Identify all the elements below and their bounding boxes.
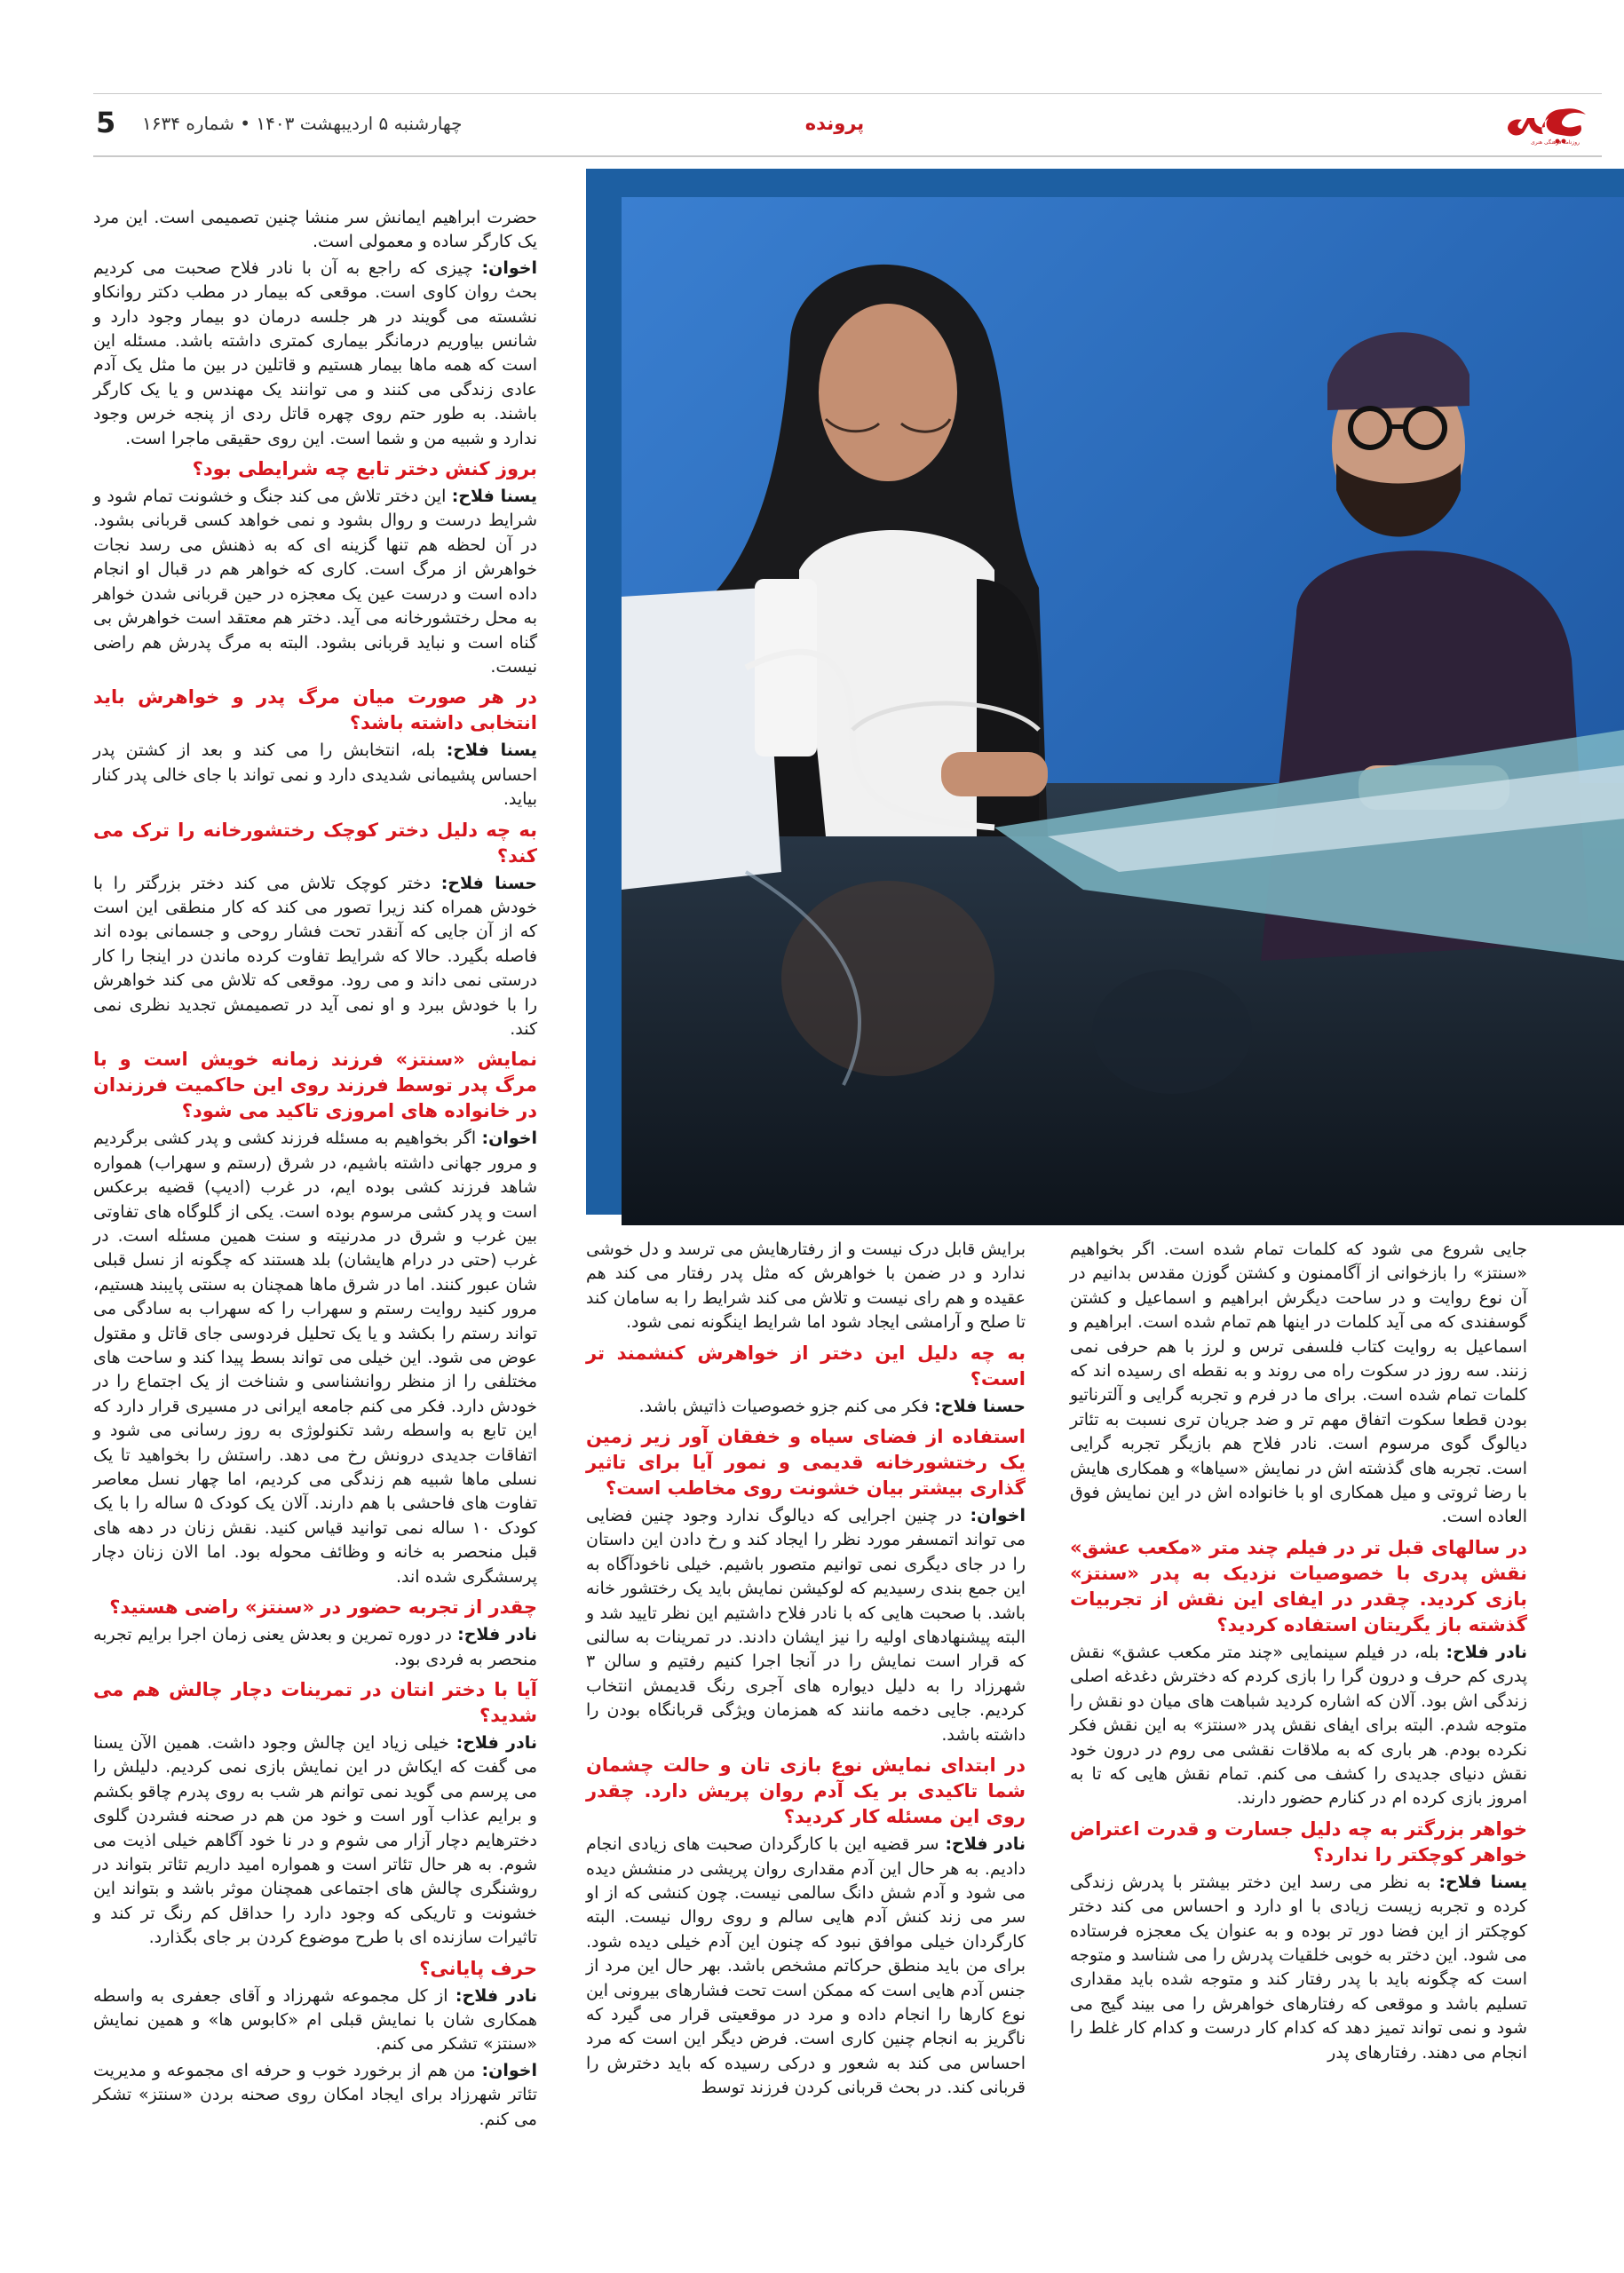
speaker-name: نادر فلاح: <box>455 1985 537 2006</box>
interview-question: نمایش «سنتز» فرزند زمانه خویش است و با مرگ پدر توسط فرزند روی این حاکمیت فرزندان در خانواده های امروزی تاکید می شود؟ <box>93 1049 537 1122</box>
speaker-name: اخوان: <box>481 2060 537 2080</box>
interview-paragraph <box>93 2059 537 2132</box>
photo-frame <box>586 169 1624 1215</box>
paragraph-text: سر قضیه این با کارگردان صحبت های زیادی انجام دادیم. به هر حال این آدم مقداری روان پریشی در منشش دیده می شود و آدم شش دانگ سالمی نیست. چون کنشی که از او سر می زند کنش آدم هایی سالم و روی روال نیست. البته کارگردان خیلی موافق نبود که چنون این آدم خیلی دیده شود. برای من باید منطق حرکاتم مشخص باشد. بهر حال این مرد از جنس آدم هایی است که ممکن است تحت فشارهای بیرونی این نوع کارها را انجام داده و مرد در موقعیتی قرار می گیرد که ناگریز به انجام چنین کاری است. فرض دیگر این است که مرد احساس می کند به شعور و درکی رسیده که باید دخترش را قربانی کند. در بحث قربانی کردن فرزند توسط <box>586 1834 1026 2098</box>
interview-paragraph <box>93 1127 537 1589</box>
speaker-name: اخوان: <box>970 1506 1026 1526</box>
interview-question: آیا با دختر انتان در تمرینات دچار چالش هم می شدید؟ <box>93 1678 537 1726</box>
paragraph-text: این دختر تلاش می کند جنگ و خشونت تمام شود و شرایط درست و روال بشود و نمی خواهد کسی قربانی بشود. در آن لحظه هم تنها گزینه ای که به ذهنش می رسد نجات خواهرش از مرگ است. کاری که خواهر هم در قبال او انجام داده است و درست عین یک معجزه در حین قربانی شدن خواهر به محل رختشورخانه می آید. دختر هم معتقد است خواهرش بی گناه است و نباید قربانی بشود. البته به مرگ پدرش هم راضی نیست. <box>93 487 537 677</box>
interview-question: چقدر از تجربه حضور در «سنتز» راضی هستید؟ <box>109 1596 537 1619</box>
interview-paragraph <box>586 1395 1026 1419</box>
interview-paragraph <box>93 485 537 679</box>
speaker-name: نادر فلاح: <box>1446 1642 1527 1662</box>
photo-illustration <box>622 197 1624 1225</box>
speaker-name: نادر فلاح: <box>945 1834 1026 1855</box>
interview-paragraph <box>93 872 537 1042</box>
interview-question: خواهر بزرگتر به چه دلیل جسارت و قدرت اعتراض خواهر کوچکتر را ندارد؟ <box>1070 1818 1527 1865</box>
interview-paragraph <box>93 1984 537 2057</box>
speaker-name: حسنا فلاح: <box>934 1396 1026 1416</box>
interview-paragraph <box>93 206 537 255</box>
paragraph-text: دختر کوچک تلاش می کند دختر بزرگتر را با خودش همراه کند زیرا تصور می کند که کار منطقی این است که از آن جایی که آنقدر تحت فشار روحی و جسمانی بوده اند فاصله بگیرد. حالا که شرایط تفاوت کرده ماندن در اینجا را کار درستی نمی داند و می رود. موقعی که تلاش می کند خواهرش را با خودش ببرد و او نمی آید در تصمیمش تجدید نظری نمی کند. <box>93 873 537 1039</box>
paragraph-text: فکر می کنم جزو خصوصیات ذاتیش باشد. <box>638 1396 935 1416</box>
interview-photo <box>622 197 1624 1225</box>
paragraph-text: برایش قابل درک نیست و از رفتارهایش می ترسد و دل خوشی ندارد و در ضمن با خواهرش که مثل پدر رفتار می کند هم عقیده و هم رای نیست و تلاش می کند شرایط را به سامان کند تا صلح و آرامشی ایجاد شود اما شرایط اینگونه نمی شود. <box>586 1239 1026 1333</box>
speaker-name: یسنا فلاح: <box>451 487 537 507</box>
speaker-name: اخوان: <box>481 257 537 278</box>
interview-paragraph <box>586 1833 1026 2100</box>
interview-question: بروز کنش دختر تابع چه شرایطی بود؟ <box>192 458 537 480</box>
interview-question: در ابتدای نمایش نوع بازی تان و حالت چشمان شما تاکیدی بر یک آدم روان پریش دارد. چقدر روی این مسئله کار کردید؟ <box>586 1754 1026 1828</box>
interview-question: به چه دلیل دختر کوچک رختشورخانه را ترک می کند؟ <box>93 819 537 867</box>
speaker-name: یسنا فلاح: <box>446 741 537 761</box>
page-number: 5 <box>96 106 116 139</box>
paragraph-text: در چنین اجرایی که دیالوگ ندارد وجود چنین فضایی می تواند اتمسفر مورد نظر را ایجاد کند و رخ دادن این داستان را در جای دیگری نمی توانیم متصور باشیم. خیلی ناخودآگاه به این جمع بندی رسیدیم که لوکیشن نمایش باید یک رختشور خانه باشد. با صحبت هایی که با نادر فلاح داشتیم این نظر تایید شد و البته پیشنهادهای اولیه را نیز ایشان دادند. در تمرینات به سالنی که قرار است نمایش را در آنجا اجرا کنیم رفتیم و سالن ۳ شهرزاد را به دلیل دیواره های آجری رنگ قدیمش انتخاب کردیم. جایی دخمه مانند که همزمان ویژگی قربانگاه بودن را داشته باشد. <box>586 1506 1026 1745</box>
article-column-3 <box>1070 1238 1527 2067</box>
speaker-name: نادر فلاح: <box>456 1732 537 1753</box>
paragraph-text: چیزی که راجع به آن با نادر فلاح صحبت می کردیم بحث روان کاوی است. موقعی که بیمار در مطب دکتر روانکاو نشسته می گویند در هر جلسه درمان دو بیمار وجود دارد و شانس بیاوریم درمانگر بیماری کمتری داشته باشد. مسئله این است که همه ماها بیمار هستیم و قاتلین در بین ما مثل یک آدم عادی زندگی می کنند و می توانند یک مهندس و یا یک کارگر باشند. به طور حتم روی چهره قاتل ردی از پنجه خرس وجود ندارد و شبیه من و شما است. این روی حقیقی ماجرا است. <box>93 257 537 448</box>
page-header <box>0 93 1624 164</box>
paragraph-text: من هم از برخورد خوب و حرفه ای مجموعه و مدیریت تئاتر شهرزاد برای ایجاد امکان روی صحنه بردن «سنتز» تشکر می کنم. <box>93 2060 537 2129</box>
interview-question: در سالهای قبل تر در فیلم چند متر «مکعب عشق» نقش پدری با خصوصیات نزدیک به پدر «سنتز» بازی کردید. چقدر در ایفای این نقش از تجربیات گذشته باز یگریتان استفاده کردید؟ <box>1070 1536 1527 1635</box>
paragraph-text: جایی شروع می شود که کلمات تمام شده است. اگر بخواهیم «سنتز» را بازخوانی از آگاممنون و کشتن گوزن مقدس بدانیم در آن نوع روایت و در ساحت دیگرش ابراهیم و اسماعیل و کشتن گوسفندی که می آید کلمات در اینها هم تمام شده است. ابراهیم و اسماعیل به روایت کتاب فلسفی ترس و لرز با هم حرفی نمی زنند. سه روز در سکوت راه می روند و به نقطه ای رسیده اند که کلمات تمام شده است. برای ما در فرم و تجربه گرایی و آلترناتیو بودن قطعا سکوت اتفاق مهم تر و ضد جریان تری نسبت به تئاتر دیالوگ گوی مرسوم است. نادر فلاح هم بازیگر تجربه گرایی است. تجربه های گذشته اش در نمایش «سیاها» و همکاری هایش با رضا ثروتی و میل همکاری او با خانواده اش در این نمایش فوق العاده است. <box>1070 1239 1527 1527</box>
interview-paragraph <box>93 257 537 451</box>
paragraph-text: به نظر می رسد این دختر بیشتر با پدرش زندگی کرده و تجربه زیست زیادی با او دارد و احساس می کند دختر کوچکتر از این فضا دور تر بوده و به عنوان یک معجزه فرستاده می شود. این دختر به خوبی خلقیات پدرش را می شناسد و متوجه است که چگونه باید با پدر رفتار کند و متوجه شده باید مقداری تسلیم باشد و موقعی که رفتارهای خواهرش را می بیند گیج می شود و نمی تواند تمیز دهد که کدام کار درست و کدام کار غلط را انجام می دهند. رفتارهای پدر <box>1070 1872 1527 2063</box>
interview-question: در هر صورت میان مرگ پدر و خواهرش باید انتخابی داشته باشد؟ <box>93 686 537 734</box>
speaker-name: حسنا فلاح: <box>440 873 537 893</box>
paragraph-text: بله، انتخابش را می کند و بعد از کشتن پدر احساس پشیمانی شدیدی دارد و نمی تواند با جای خالی پدر کنار بیاید. <box>93 741 537 810</box>
interview-paragraph <box>93 1731 537 1951</box>
section-title: پرونده <box>804 113 865 134</box>
interview-paragraph <box>586 1238 1026 1335</box>
header-bottom-rule <box>93 155 1602 157</box>
interview-paragraph <box>1070 1641 1527 1811</box>
speaker-name: اخوان: <box>481 1129 537 1149</box>
interview-paragraph <box>93 739 537 812</box>
interview-paragraph <box>1070 1238 1527 1530</box>
interview-question: حرف پایانی؟ <box>419 1957 537 1979</box>
interview-question: استفاده از فضای سیاه و خفقان آور زیر زمین یک رختشورخانه قدیمی و نمور آیا برای تاثیر گذاری بیشتر بیان خشونت روی مخاطب است؟ <box>586 1426 1026 1500</box>
paragraph-text: حضرت ابراهیم ایمانش سر منشا چنین تصمیمی است. این مرد یک کارگر ساده و معمولی است. <box>93 208 537 252</box>
interview-question: به چه دلیل این دختر از خواهرش کنشمند تر است؟ <box>586 1342 1026 1390</box>
header-top-rule <box>93 93 1602 94</box>
speaker-name: نادر فلاح: <box>457 1625 538 1645</box>
paragraph-text: از کل مجموعه شهرزاد و آقای جعفری به واسطه همکاری شان با نمایش قبلی ام «کابوس ها» و همین نمایش «سنتز» تشکر می کنم. <box>93 1985 537 2055</box>
paragraph-text: بله، در فیلم سینمایی «چند متر مکعب عشق» نقش پدری کم حرف و درون گرا را بازی کردم که دخترش دغدغه اصلی زندگی اش بود. آلان که اشاره کردید شباهت های میان دو نقش را متوجه شدم. البته برای ایفای نقش پدر «سنتز» به این نقش فکر نکرده بودم. هر باری که به ملاقات نقشی می روم در درون خود نقش دنیای جدیدی را کشف می کنم. تمام نقش هایی که تا به امروز بازی کرده ام در کنارم حضور دارند. <box>1070 1642 1527 1809</box>
interview-paragraph <box>93 1623 537 1672</box>
interview-paragraph <box>586 1504 1026 1747</box>
speaker-name: یسنا فلاح: <box>1438 1872 1527 1892</box>
issue-info: چهارشنبه ۵ اردیبهشت ۱۴۰۳ • شماره ۱۶۳۴ <box>142 113 463 134</box>
paragraph-text: خیلی زیاد این چالش وجود داشت. همین الآن یسنا می گفت که ایکاش در این نمایش بازی نمی کردیم. دلیلش را می پرسم می گوید نمی توانم هر شب به روی پدرم چاقو بکشم و برایم عذاب آور است و خود من هم در صحنه فشردن گلوی دخترهایم دچار آزار می شوم و در نا خود آگاهم خیلی اذیت می شوم. به هر حال تئاتر است و همواره امید داریم تئاتر بتواند در روشنگری چالش های اجتماعی همچنان موثر باشد و بتواند این خشونت و تاریکی که وجود دارد را حداقل کم رنگ تر کند و تاثیرات سازنده ای با طرح موضوع کردن بر جای بگذارد. <box>93 1732 537 1948</box>
article-column-1 <box>93 206 537 2134</box>
article-column-2 <box>586 1238 1026 2103</box>
paragraph-text: اگر بخواهیم به مسئله فرزند کشی و پدر کشی برگردیم و مرور جهانی داشته باشیم، در شرق (رستم و سهراب) همواره شاهد فرزند کشی بوده ایم، در غرب (ادیپ) قضیه برعکس است و پدر کشی مرسوم بوده است. یکی از گلوگاه های تفاوتی بین غرب و شرق در مدرنیته و سنت همین مسئله است. در غرب (حتی در درام هایشان) بلد هستند که چگونه از نسل قبلی شان عبور کنند. اما در شرق ماها همچنان به سنتی پایبند هستیم، مرور کنید روایت رستم و سهراب را که سهراب به سادگی می تواند رستم را بکشد و یا یک تحلیل فردوسی جای قاتل و مقتول عوض می شود. این خیلی می تواند بسط پیدا کند و ساحت های مختلفی را از منظر روانشناسی و شناخت از یک اجتماع را در خودش دارد. فکر می کنم جامعه ایرانی در مسیری قرار دارد که این تابع به واسطه رشد تکنولوژی به روز رسانی می شود و اتفاقات جدیدی درونش رخ می دهد. راستش را بخواهید تا یک نسلی ماها شبیه هم زندگی می کردیم، اما چهار نسل معاصر تفاوت های فاحشی با هم دارند. آلان یک کودک ۵ ساله را با یک کودک ۱۰ ساله نمی توانید قیاس کنید. نقش زنان در دهه های قبل منحصر به خانه و وظائف محوله بود. اما الان زنان دچار پرسشگری شده اند. <box>93 1129 537 1587</box>
interview-paragraph <box>1070 1871 1527 2065</box>
paragraph-text: در دوره تمرین و بعدش یعنی زمان اجرا برایم تجربه منحصر به فردی بود. <box>93 1625 537 1669</box>
logo-subtext: روزنامه فرهنگی هنری <box>1531 139 1580 146</box>
